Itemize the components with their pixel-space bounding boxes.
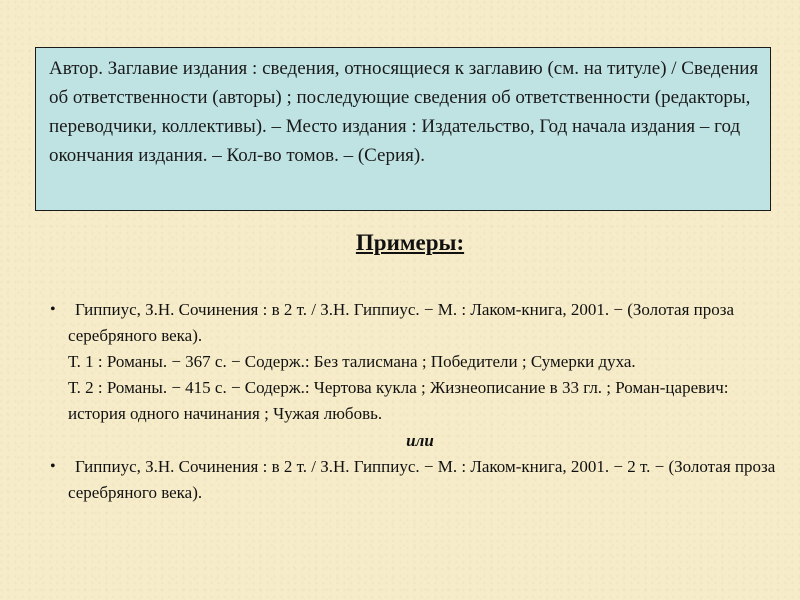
examples-heading: Примеры: [355, 230, 465, 255]
citation-template-box [35, 47, 771, 211]
citation-template-text: Автор. Заглавие издания : сведения, относящиеся к заглавию (см. на титуле) / Сведения об ответственности (авторы) ; последующие сведения об ответственности (редакторы, переводчики, коллективы). – Место издания : Издательство, Год начала издания – год окончания издания. – Кол-во томов. – (Серия). [49, 58, 759, 166]
example-item-1 [50, 297, 780, 427]
bullet-icon: • [50, 301, 56, 318]
example-1-volume-1: Т. 1 : Романы. − 367 с. − Содерж.: Без талисмана ; Победители ; Сумерки духа. [68, 352, 636, 371]
example-1-volume-2: Т. 2 : Романы. − 415 с. − Содерж.: Чертова кукла ; Жизнеописание в 33 гл. ; Роман-царевич: история одного начинания ; Чужая любовь. [68, 378, 729, 423]
example-2-main: Гиппиус, З.Н. Сочинения : в 2 т. / З.Н. Гиппиус. − М. : Лаком-книга, 2001. − 2 т. − (Золотая проза серебряного века). [68, 457, 776, 502]
example-1-main: Гиппиус, З.Н. Сочинения : в 2 т. / З.Н. Гиппиус. − М. : Лаком-книга, 2001. − (Золотая проза серебряного века). [68, 300, 735, 345]
example-item-2 [50, 454, 780, 506]
example-list [50, 297, 780, 506]
bullet-icon: • [50, 458, 56, 475]
or-separator: или [406, 431, 434, 450]
